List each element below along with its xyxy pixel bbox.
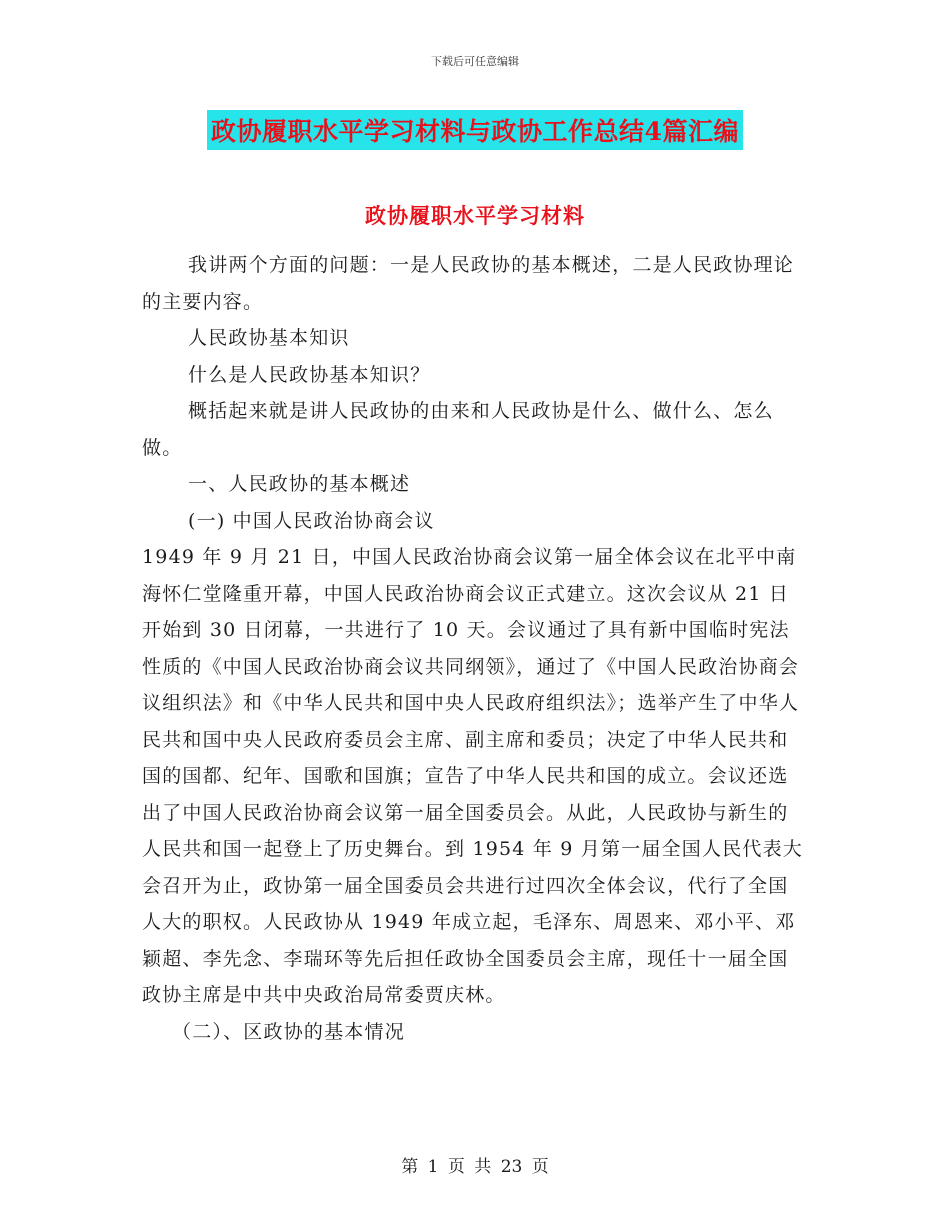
paragraph-question: 什么是人民政协基本知识？: [188, 363, 431, 386]
document-title-container: [0, 110, 950, 150]
document-body: [142, 247, 808, 1050]
paragraph-heading-basic-knowledge: 人民政协基本知识: [188, 327, 350, 349]
heading-overview: 一、人民政协的基本概述: [188, 473, 411, 495]
paragraph-intro: 我讲两个方面的问题：一是人民政协的基本概述，二是人民政协理论的主要内容。: [142, 254, 795, 313]
paragraph-history: 1949 年 9 月 21 日，中国人民政治协商会议第一届全体会议在北平中南海怀仁堂隆重开幕，中国人民政治协商会议正式建立。这次会议从 21 日开始到 30 日闭幕，一共进行了 10 天。会议通过了具有新中国临时宪法性质的《中国人民政治协商会议共同纲领》，通过了《中国人民政治协商会议组织法》和《中华人民共和国中央人民政府组织法》；选举产生了中华人民共和国中央人民政府委员会主席、副主席和委员；决定了中华人民共和国的国都、纪年、国歌和国旗；宣告了中华人民共和国的成立。会议还选出了中国人民政治协商会议第一届全国委员会。从此，人民政协与新生的人民共和国一起登上了历史舞台。到 1954 年 9 月第一届全国人民代表大会召开为止，政协第一届全国委员会共进行过四次全体会议，代行了全国人大的职权。人民政协从 1949 年成立起，毛泽东、周恩来、邓小平、邓颖超、李先念、李瑞环等先后担任政协全国委员会主席，现任十一届全国政协主席是中共中央政治局常委贾庆林。: [142, 546, 804, 1006]
subheading-cppcc: (一) 中国人民政治协商会议: [188, 509, 435, 532]
paragraph-summary: 概括起来就是讲人民政协的由来和人民政协是什么、做什么、怎么做。: [142, 400, 774, 459]
header-note: 下载后可任意编辑: [431, 55, 519, 68]
subheading-district-cppcc: （二）、区政协的基本情况: [172, 1020, 405, 1043]
section-title: 政协履职水平学习材料: [365, 203, 585, 228]
page-number: 第 1 页 共 23 页: [401, 1157, 549, 1177]
document-title: 政协履职水平学习材料与政协工作总结4篇汇编: [207, 110, 743, 150]
